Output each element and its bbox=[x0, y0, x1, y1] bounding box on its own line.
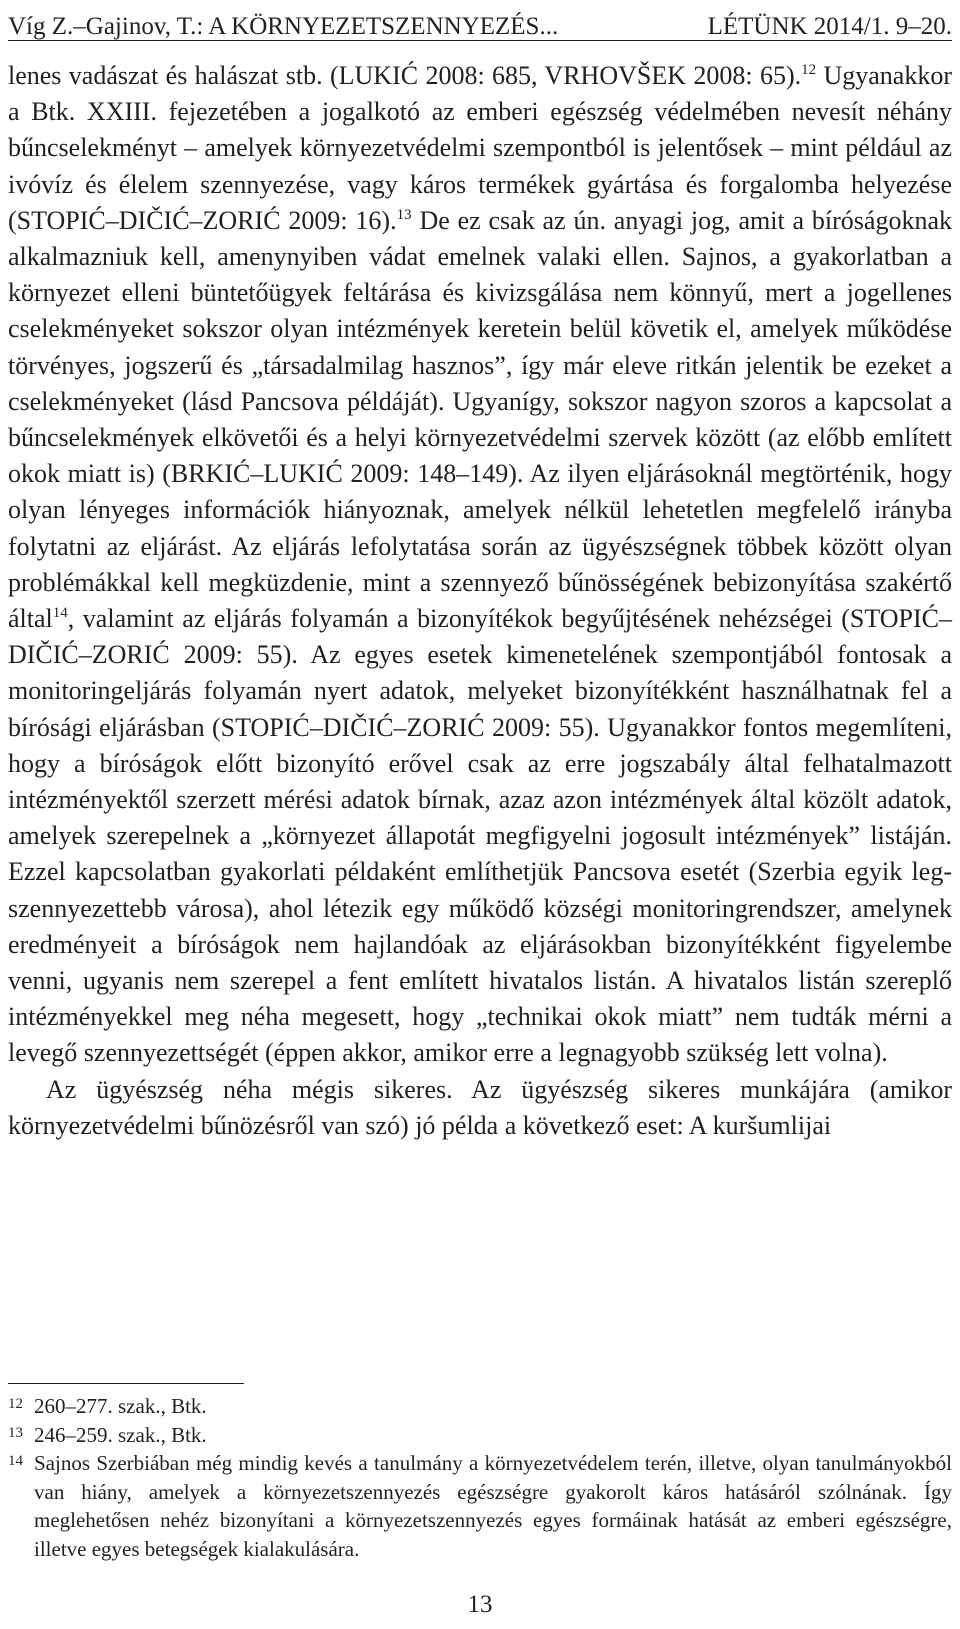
header-rule bbox=[8, 40, 952, 41]
footnote-number: 14 bbox=[8, 1453, 23, 1470]
footnote-rule bbox=[8, 1383, 244, 1384]
paragraph-1-part-a: lenes vadászat és halászat stb. (LUKIĆ 2008: 685, VRHOVŠEK 2008: 65). bbox=[8, 61, 802, 90]
footnote-12 bbox=[8, 1392, 952, 1421]
footnotes bbox=[8, 1392, 952, 1564]
running-head bbox=[8, 6, 952, 42]
body-text bbox=[8, 58, 952, 1144]
footnote-number: 12 bbox=[8, 1396, 23, 1412]
running-head-right: LÉTÜNK 2014/1. 9–20. bbox=[707, 13, 952, 40]
footnote-text: Sajnos Szerbiában még mindig kevés a tanulmány a környezetvédelem terén, illetve, olyan tanulmányokból van hiány, amelyek a környezetszennyezés egészségre gyakorolt káros hatásáról szólnának. Így meglehetősen nehéz bizonyítani a környezetszennyezés egyes formáinak hatását az emberi egészségre, illetve egyes betegségek kialakulására. bbox=[34, 1451, 952, 1561]
paragraph-1-part-c: De ez csak az ún. anyagi jog, amit a bíróságoknak alkalmazniuk kell, amenynyiben vádat emelnek valaki ellen. Sajnos, a gyakorlatban a környezet elleni büntetőügyek feltárása és kivizsgálása nem könnyű, mert a jogellenes cselekményeket sokszor olyan intézmények keretein belül követik el, amelyek működése törvényes, jogszerű és „társadalmilag hasznos”, így már eleve ritkán jelentik be ezeket a cselekményeket (lásd Pancsova példáját). Ugyanígy, sokszor nagyon szoros a kapcsolat a bűncselekmények elkövetői és a helyi környezetvédelmi szervek között (az előbb említett okok miatt is) (BRKIĆ–LUKIĆ 2009: 148–149). Az ilyen eljárásoknál megtörténik, hogy olyan lényeges információk hiányoznak, amelyek nélkül lehetetlen megfelelő irányba folytatni az eljárást. Az eljárás lefolytatása során az ügyészségnek többek között olyan problémákkal kell megküzdenie, mint a szennyező bűnösségének bebizonyítása szakértő által bbox=[8, 205, 952, 634]
footnote-ref-12[interactable]: 12 bbox=[801, 62, 817, 78]
footnote-text: 260–277. szak., Btk. bbox=[34, 1394, 207, 1418]
footnote-ref-13[interactable]: 13 bbox=[396, 206, 412, 223]
footnote-number: 13 bbox=[8, 1424, 23, 1441]
paragraph-1 bbox=[8, 58, 952, 1072]
footnote-13 bbox=[8, 1421, 952, 1450]
paragraph-1-part-b: Ugyanakkor a Btk. XXIII. fejezetében a jogalkotó az emberi egészség védelmében nevesít néhány bűncselekményt – amelyek környezetvédelmi szempontból is jelentősek – mint például az ivóvíz és élelem szennyezése, vagy káros termékek gyártása és forgalomba helyezése (STOPIĆ–DIČIĆ–ZORIĆ 2009: 16). bbox=[8, 61, 952, 235]
footnote-text: 246–259. szak., Btk. bbox=[34, 1422, 207, 1447]
footnote-14 bbox=[8, 1449, 952, 1563]
running-head-left: Víg Z.–Gajinov, T.: A KÖRNYEZETSZENNYEZÉS... bbox=[8, 13, 559, 40]
page-number: 13 bbox=[467, 1591, 493, 1618]
paragraph-2: Az ügyészség néha mégis sikeres. Az ügyészség sikeres munkájára (amikor környezetvédelmi bűnözésről van szó) jó példa a következő eset: A kuršumlijai bbox=[8, 1074, 952, 1140]
paragraph-1-part-d: , valamint az eljárás folyamán a bizonyítékok begyűjtésének nehézségei (STOPIĆ–DIČIĆ–ZORIĆ 2009: 55). Az egyes esetek kimenetelének szempontjából fontosak a monitoringeljárás folyamán nyert adatok, melyeket bizonyítékként használhatnak fel a bírósági eljárásban (STOPIĆ–DIČIĆ–ZORIĆ 2009: 55). Ugyanakkor fontos megemlíteni, hogy a bíróságok előtt bizonyító erővel csak az erre jogszabály által felhatalmazott intézményektől szerzett mérési adatok bírnak, azaz azon intézmények által közölt adatok, amelyek szerepelnek a „környezet állapotát megfigyelni jogosult intézmények” listáján. Ezzel kapcsolatban gyakorlati példaként említhetjük Pancsova esetét (Szerbia egyik legszennyezettebb városa), ahol létezik egy működő községi monitoringrendszer, amelynek eredményeit a bíróságok nem hajlandóak az eljárásokban bizonyítékként figyelembe venni, ugyanis nem szerepel a fent említett hivatalos listán. A hivatalos listán szereplő intézményekkel meg néha megesett, hogy „technikai okok miatt” nem tudták mérni a levegő szennyezettségét (éppen akkor, amikor erre a legnagyobb szükség lett volna). bbox=[8, 604, 952, 1068]
footnote-ref-14[interactable]: 14 bbox=[52, 605, 68, 622]
